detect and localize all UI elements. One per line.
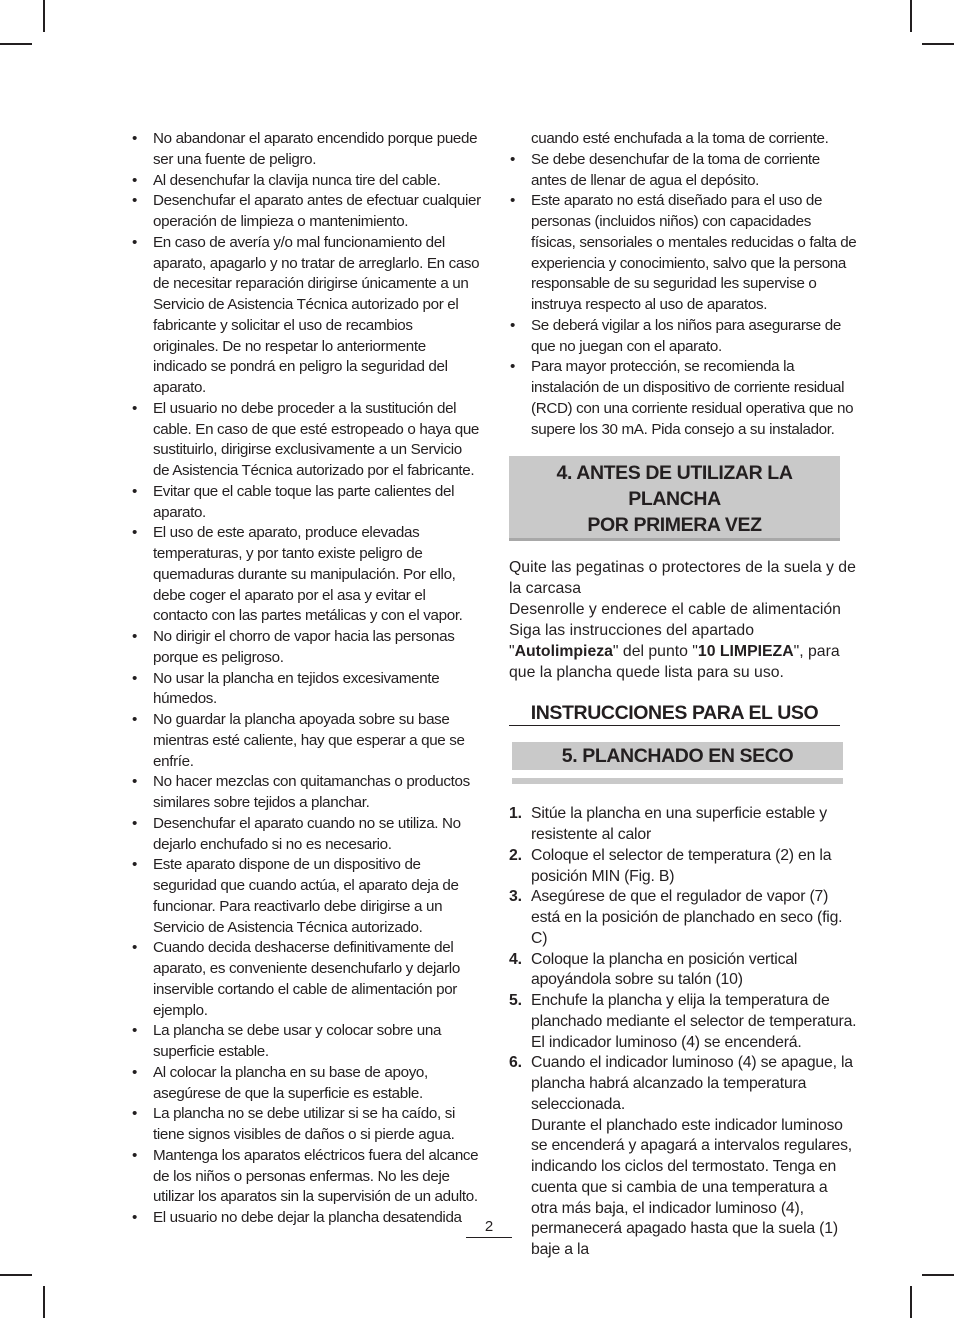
section-4-paragraph xyxy=(509,620,857,683)
safety-bullet: • Desenchufar el aparato antes de efectuar cualquier operación de limpieza o mantenimiento. xyxy=(131,191,481,233)
step-number: 4. xyxy=(509,950,522,968)
bold-run: Autolimpieza xyxy=(514,643,613,661)
safety-bullet: • Para mayor protección, se recomienda la instalación de un dispositivo de corriente residual (RCD) con una corriente residual operativa que no supere los 30 mA. Pida consejo a su instalador. xyxy=(509,357,857,440)
text-run: " del punto " xyxy=(612,643,698,661)
step-item xyxy=(509,1053,857,1261)
safety-bullet: • No dirigir el chorro de vapor hacia las personas porque es peligroso. xyxy=(131,627,481,669)
crop-mark xyxy=(922,1274,954,1276)
text-run: Siga las instrucciones del apartado " xyxy=(509,622,754,661)
step-text: Cuando el indicador luminoso (4) se apague, la plancha habrá alcanzado la temperatura seleccionada. xyxy=(531,1054,853,1113)
section-4-paragraph: Desenrolle y enderece el cable de alimentación xyxy=(509,601,841,619)
safety-bullet: • Al colocar la plancha en su base de apoyo, asegúrese de que la superficie es estable. xyxy=(131,1063,481,1105)
section-4-paragraph: Quite las pegatinas o protectores de la suela y de la carcasa xyxy=(509,559,856,598)
left-column xyxy=(131,129,481,1229)
step-item xyxy=(509,846,857,888)
step-number: 1. xyxy=(509,805,522,823)
crop-mark xyxy=(0,43,32,45)
safety-bullet: • No abandonar el aparato encendido porque puede ser una fuente de peligro. xyxy=(131,129,481,171)
section-5-bar xyxy=(512,778,843,784)
safety-bullet: • Desenchufar el aparato cuando no se utiliza. No dejarlo enchufado si no es necesario. xyxy=(131,814,481,856)
safety-bullet: • Mantenga los aparatos eléctricos fuera del alcance de los niños o personas enfermas. No les deje utilizar los aparatos sin la supervisión de un adulto. xyxy=(131,1146,481,1208)
safety-bullet: • Este aparato no está diseñado para el uso de personas (incluidos niños) con capacidades físicas, sensoriales o mentales reducidas o falta de experiencia y conocimiento, salvo que la persona responsable de su seguridad les supervise o instruya respecto al uso de aparatos. xyxy=(509,191,857,316)
step-item xyxy=(509,887,857,949)
safety-bullet: • Se deberá vigilar a los niños para asegurarse de que no juegan con el aparato. xyxy=(509,316,857,358)
step-item xyxy=(509,991,857,1053)
crop-mark xyxy=(910,1286,912,1318)
bold-run: 10 LIMPIEZA xyxy=(697,643,794,661)
safety-bullet: • En caso de avería y/o mal funcionamiento del aparato, apagarlo y no tratar de arreglarlo. En caso de necesitar reparación dirigirse únicamente a un Servicio de Asistencia Técnica autorizado por el fabricante y solicitar el uso de recambios originales. De no respetar lo anteriormente indicado se pondrá en peligro la seguridad del aparato. xyxy=(131,233,481,399)
text-run: ", para que la plancha quede lista para su uso. xyxy=(509,643,840,682)
step-text: Coloque el selector de temperatura (2) en la posición MIN (Fig. B) xyxy=(531,846,832,885)
safety-bullet: • Se debe desenchufar de la toma de corriente antes de llenar de agua el depósito. xyxy=(509,150,857,192)
crop-mark xyxy=(43,0,45,32)
safety-bullet: • El usuario no debe dejar la plancha desatendida xyxy=(131,1208,481,1229)
step-number: 6. xyxy=(509,1054,522,1072)
safety-bullet: • Al desenchufar la clavija nunca tire del cable. xyxy=(131,171,481,192)
safety-bullet-list-right xyxy=(509,150,857,441)
crop-mark xyxy=(922,43,954,45)
safety-bullet-list xyxy=(131,129,481,1229)
step-extra-text: Durante el planchado este indicador luminoso se encenderá y apagará a intervalos regulares, indicando los ciclos del termostato. Tenga en cuenta que si cambia de una temperatura a otra más baja, el indicador luminoso (4), permanecerá apagado hasta que la suela (1) baje a la xyxy=(531,1116,852,1258)
step-item xyxy=(509,804,857,846)
crop-mark xyxy=(43,1286,45,1318)
safety-bullet: • Cuando decida deshacerse definitivamente del aparato, es conveniente desenchufarlo y dejarlo inservible cortando el cable de alimentación por ejemplo. xyxy=(131,938,481,1021)
safety-bullet: • No usar la plancha en tejidos excesivamente húmedos. xyxy=(131,669,481,711)
step-number: 5. xyxy=(509,992,522,1009)
section-4-heading xyxy=(509,456,840,541)
safety-bullet: • La plancha se debe usar y colocar sobre una superficie estable. xyxy=(131,1021,481,1063)
safety-bullet: • El usuario no debe proceder a la sustitución del cable. En caso de que esté estropeado o haya que sustituirlo, dirigirse exclusivamente a un Servicio de Asistencia Técnica autorizado por el fabricante. xyxy=(131,399,481,482)
crop-mark xyxy=(910,0,912,32)
page-number: 2 xyxy=(466,1218,512,1238)
step-text: Asegúrese de que el regulador de vapor (7) está en la posición de planchado en seco (fig. C) xyxy=(531,888,843,947)
safety-bullet: • Este aparato dispone de un dispositivo de seguridad que cuando actúa, el aparato deja de funcionar. Para reactivarlo debe dirigirse a un Servicio de Asistencia Técnica autorizado. xyxy=(131,855,481,938)
step-text: Coloque la plancha en posición vertical apoyándola sobre su talón (10) xyxy=(531,950,798,989)
step-item xyxy=(509,950,857,992)
safety-bullet: • El uso de este aparato, produce elevadas temperaturas, y por tanto existe peligro de quemaduras durante su manipulación. Por ello, debe coger el aparato por el asa y evitar el contacto con las partes metálicas y con el vapor. xyxy=(131,523,481,627)
dry-ironing-steps xyxy=(509,804,857,1261)
safety-bullet: • La plancha no se debe utilizar si se ha caído, si tiene signos visibles de daños o si pierde agua. xyxy=(131,1104,481,1146)
instructions-heading: INSTRUCCIONES PARA EL USO xyxy=(509,701,840,726)
right-column xyxy=(509,129,857,1261)
step-number: 3. xyxy=(509,888,522,906)
crop-mark xyxy=(0,1274,32,1276)
section-4-heading-line1: 4. ANTES DE UTILIZAR LA PLANCHA xyxy=(556,462,793,511)
safety-bullet: • No guardar la plancha apoyada sobre su base mientras esté caliente, hay que esperar a que se enfríe. xyxy=(131,710,481,772)
step-text: Sitúe la plancha en una superficie estable y resistente al calor xyxy=(531,805,827,843)
section-4-body xyxy=(509,557,857,683)
safety-bullet: • No hacer mezclas con quitamanchas o productos similares sobre tejidos a planchar. xyxy=(131,772,481,814)
section-5-heading: 5. PLANCHADO EN SECO xyxy=(512,742,843,770)
step-number: 2. xyxy=(509,846,522,864)
bullet-continuation: cuando esté enchufada a la toma de corriente. xyxy=(531,130,829,147)
safety-bullet: • Evitar que el cable toque las parte calientes del aparato. xyxy=(131,482,481,524)
section-4-heading-line2: POR PRIMERA VEZ xyxy=(587,514,762,537)
step-text: Enchufe la plancha y elija la temperatura de planchado mediante el selector de temperatura. El indicador luminoso (4) se encenderá. xyxy=(531,992,857,1051)
